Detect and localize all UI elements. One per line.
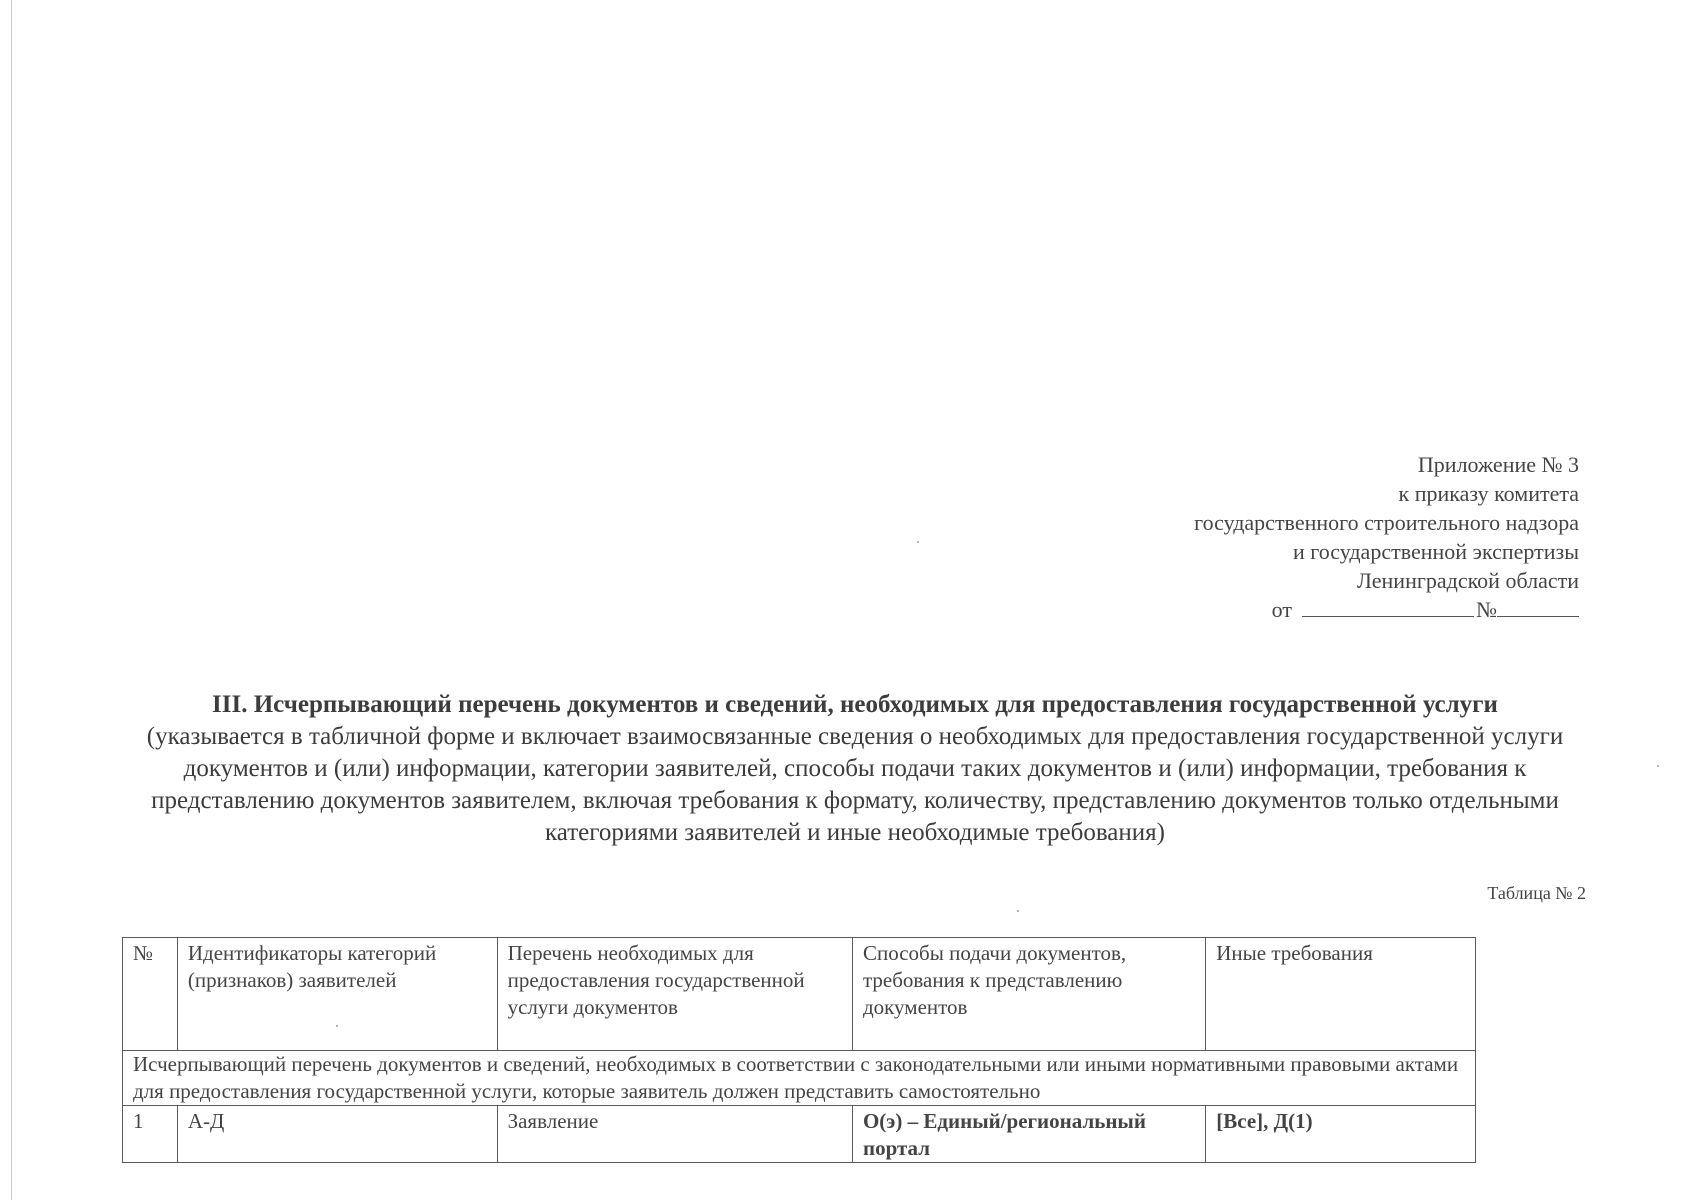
table-header-row bbox=[123, 938, 1476, 1051]
cell-other: [Все], Д(1) bbox=[1206, 1106, 1476, 1163]
table-label: Таблица № 2 bbox=[1487, 883, 1586, 903]
header-other: Иные требования bbox=[1206, 938, 1476, 1051]
scan-speck bbox=[917, 541, 919, 543]
appendix-block bbox=[1194, 450, 1579, 624]
number-blank bbox=[1497, 598, 1579, 617]
appendix-committee-line2: и государственной экспертизы bbox=[1292, 539, 1579, 564]
appendix-order-ref: к приказу комитета bbox=[1398, 481, 1579, 506]
appendix-committee-line1: государственного строительного надзора bbox=[1194, 510, 1579, 535]
scan-speck bbox=[1657, 765, 1659, 767]
appendix-region: Ленинградской области bbox=[1357, 568, 1579, 593]
section-subtitle: (указывается в табличной форме и включает взаимосвязанные сведения о необходимых для предоставления государственной услуги документов и (или) информации, категории заявителей, способы подачи таких документов и (или) информации, требования к представлению документов заявителем, включая требования к формату, количеству, представлению документов только отдельными категориями заявителей и иные необходимые требования) bbox=[146, 723, 1564, 846]
number-sign: № bbox=[1476, 597, 1497, 622]
header-number: № bbox=[123, 938, 178, 1051]
documents-table bbox=[122, 937, 1476, 1163]
date-blank bbox=[1302, 598, 1474, 617]
table-section-row bbox=[123, 1051, 1476, 1106]
section-title: III. Исчерпывающий перечень документов и сведений, необходимых для предоставления государственной услуги bbox=[212, 691, 1498, 718]
cell-category: А-Д bbox=[177, 1106, 497, 1163]
cell-submission: О(э) – Единый/региональный портал bbox=[852, 1106, 1205, 1163]
cell-number: 1 bbox=[123, 1106, 178, 1163]
date-prefix: от bbox=[1271, 597, 1292, 622]
header-submission: Способы подачи документов, требования к представлению документов bbox=[852, 938, 1205, 1051]
cell-document: Заявление bbox=[497, 1106, 852, 1163]
appendix-date-number-line bbox=[1194, 595, 1579, 624]
header-categories: Идентификаторы категорий (признаков) заявителей bbox=[177, 938, 497, 1051]
table-row bbox=[123, 1106, 1476, 1163]
page-edge bbox=[11, 0, 12, 1200]
header-documents: Перечень необходимых для предоставления государственной услуги документов bbox=[497, 938, 852, 1051]
section-row-text: Исчерпывающий перечень документов и сведений, необходимых в соответствии с законодательными или иными нормативными правовыми актами для предоставления государственной услуги, которые заявитель должен представить самостоятельно bbox=[123, 1051, 1476, 1106]
scan-speck bbox=[1017, 910, 1019, 912]
section-heading bbox=[120, 689, 1590, 849]
appendix-title: Приложение № 3 bbox=[1417, 452, 1579, 477]
